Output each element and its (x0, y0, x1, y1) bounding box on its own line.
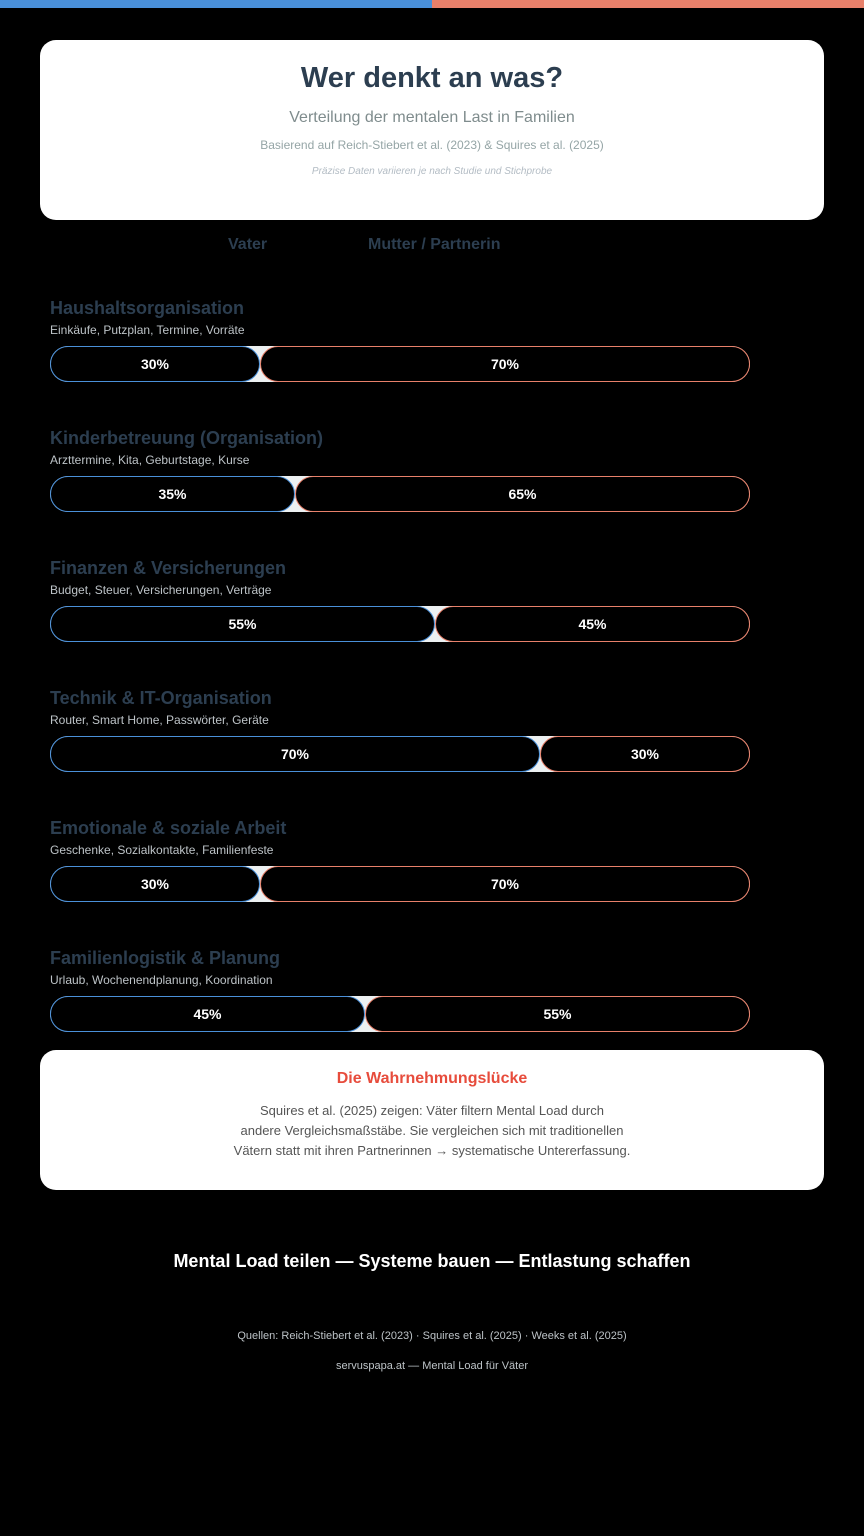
category-description: Arzttermine, Kita, Geburtstage, Kurse (50, 453, 250, 467)
top-accent-father (0, 0, 432, 8)
category-row (50, 948, 750, 1058)
category-name: Haushaltsorganisation (50, 298, 245, 318)
category-description: Einkäufe, Putzplan, Termine, Vorräte (50, 323, 245, 337)
gap-text-line: Squires et al. (2025) zeigen: Väter filtern Mental Load durch (260, 1103, 604, 1118)
category-row (50, 298, 750, 408)
gap-text (40, 1101, 824, 1161)
category-name: Finanzen & Versicherungen (50, 558, 287, 578)
legend-mother: Mutter / Partnerin (368, 236, 501, 253)
footer-site: servuspapa.at — Mental Load für Väter (336, 1360, 528, 1372)
category-description: Router, Smart Home, Passwörter, Geräte (50, 713, 269, 727)
gap-text-line: andere Vergleichsmaßstäbe. Sie vergleichen sich mit traditionellen (240, 1123, 624, 1138)
mother-share-bar: 55% (365, 996, 750, 1032)
distribution-bar (50, 736, 750, 772)
gap-text-line: Vätern statt mit ihren Partnerinnen → systematische Untererfassung. (233, 1143, 631, 1158)
category-description: Geschenke, Sozialkontakte, Familienfeste (50, 843, 274, 857)
distribution-bar (50, 866, 750, 902)
data-note: Präzise Daten variieren je nach Studie und Stichprobe (311, 166, 553, 177)
father-share-bar: 30% (50, 866, 260, 902)
mother-share-bar: 70% (260, 866, 750, 902)
distribution-bar (50, 346, 750, 382)
father-share-bar: 70% (50, 736, 540, 772)
top-accent-bar (0, 0, 864, 8)
distribution-bar (50, 606, 750, 642)
distribution-bar (50, 476, 750, 512)
category-row (50, 688, 750, 798)
page-subtitle: Verteilung der mentalen Last in Familien (289, 109, 575, 126)
category-row (50, 818, 750, 928)
slogan: Mental Load teilen — Systeme bauen — Entlastung schaffen (173, 1251, 691, 1271)
category-name: Technik & IT-Organisation (50, 688, 272, 708)
mother-share-bar: 70% (260, 346, 750, 382)
page-title: Wer denkt an was? (300, 62, 564, 94)
legend-father: Vater (228, 236, 268, 253)
mother-share-bar: 65% (295, 476, 750, 512)
distribution-bar (50, 996, 750, 1032)
perception-gap-card (40, 1050, 824, 1190)
footer-sources: Quellen: Reich-Stiebert et al. (2023) · Squires et al. (2025) · Weeks et al. (2025) (237, 1330, 627, 1342)
category-row (50, 428, 750, 538)
category-row (50, 558, 750, 668)
category-description: Budget, Steuer, Versicherungen, Verträge (50, 583, 272, 597)
gap-title: Die Wahrnehmungslücke (336, 1070, 528, 1087)
category-name: Kinderbetreuung (Organisation) (50, 428, 324, 448)
mother-share-bar: 30% (540, 736, 750, 772)
category-name: Emotionale & soziale Arbeit (50, 818, 287, 838)
father-share-bar: 45% (50, 996, 365, 1032)
category-name: Familienlogistik & Planung (50, 948, 281, 968)
father-share-bar: 35% (50, 476, 295, 512)
source-line: Basierend auf Reich-Stiebert et al. (2023) & Squires et al. (2025) (260, 138, 604, 152)
category-description: Urlaub, Wochenendplanung, Koordination (50, 973, 273, 987)
mother-share-bar: 45% (435, 606, 750, 642)
father-share-bar: 30% (50, 346, 260, 382)
father-share-bar: 55% (50, 606, 435, 642)
header-card (40, 40, 824, 220)
top-accent-mother (432, 0, 864, 8)
